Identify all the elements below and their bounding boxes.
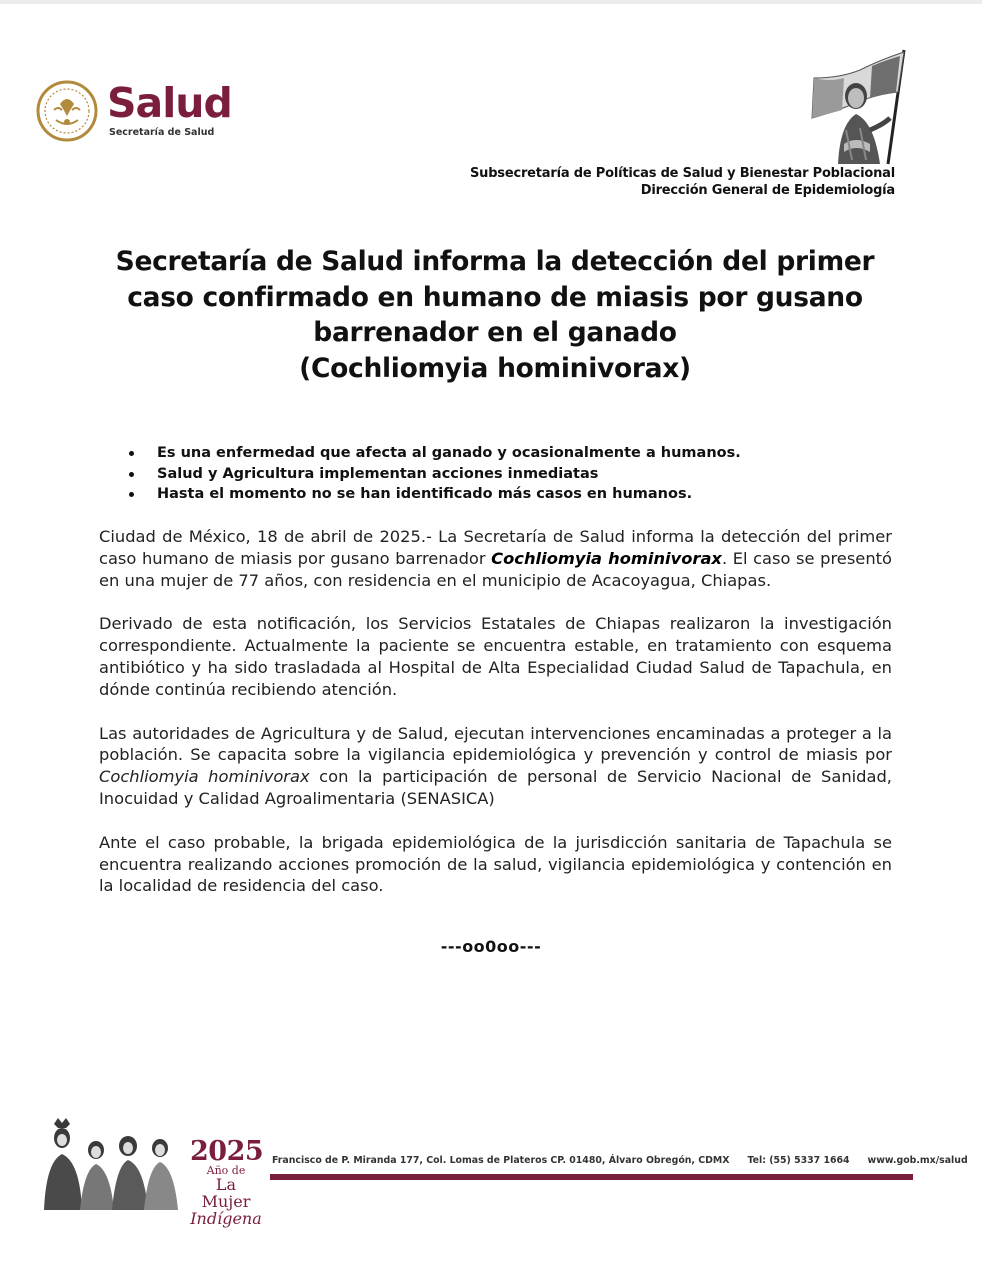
list-item bbox=[129, 484, 741, 505]
footer-phone: Tel: (55) 5337 1664 bbox=[747, 1155, 850, 1166]
list-item-text: Es una enfermedad que afecta al ganado y ocasionalmente a humanos. bbox=[157, 445, 741, 461]
bullet-icon bbox=[129, 472, 134, 477]
paragraph-text: con la participación de personal de Servicio Nacional de Sanidad, Inocuidad y Calidad Agroalimentaria (SENASICA) bbox=[99, 767, 892, 808]
paragraph-text: Las autoridades de Agricultura y de Salud, ejecutan intervenciones encaminadas a proteger a la población. Se capacita sobre la vigilancia epidemiológica y prevención y control de miasis por bbox=[99, 723, 892, 765]
year-caption: La Mujer bbox=[201, 1175, 251, 1211]
top-border bbox=[0, 0, 982, 4]
footer-divider bbox=[270, 1174, 913, 1180]
footer-address: Francisco de P. Miranda 177, Col. Lomas de Plateros CP. 01480, Álvaro Obregón, CDMX bbox=[272, 1155, 730, 1166]
list-item bbox=[129, 464, 741, 485]
list-item-text: Salud y Agricultura implementan acciones inmediatas bbox=[157, 465, 599, 482]
flag-woman-illustration-icon bbox=[800, 48, 918, 166]
directorate-name: Dirección General de Epidemiología bbox=[640, 183, 895, 198]
title-line: barrenador en el ganado bbox=[313, 317, 677, 348]
paragraph-text: Ciudad de México, 18 de abril de 2025.- La Secretaría de Salud informa la detección del primer caso humano de miasis por gusano barrenador bbox=[99, 527, 892, 568]
page-title bbox=[80, 244, 910, 386]
brand-name: Salud bbox=[107, 79, 232, 127]
brand-subtitle: Secretaría de Salud bbox=[109, 127, 215, 138]
salud-logo bbox=[36, 78, 236, 148]
title-line: (Cochliomyia hominivorax) bbox=[299, 352, 691, 384]
national-seal-icon bbox=[36, 80, 98, 142]
footer-contact bbox=[272, 1155, 968, 1166]
footer-website-link[interactable]: www.gob.mx/salud bbox=[867, 1155, 968, 1166]
year-caption: Indígena bbox=[190, 1209, 262, 1228]
indigenous-women-illustration-icon bbox=[36, 1118, 186, 1210]
paragraph-text: . El caso se presentó en una mujer de 77 años, con residencia en el municipio de Acacoyagua, Chiapas. bbox=[99, 548, 892, 590]
paragraph bbox=[99, 526, 892, 591]
list-item-text: Hasta el momento no se han identificado más casos en humanos. bbox=[157, 486, 693, 502]
bullet-icon bbox=[129, 451, 134, 456]
highlights-list bbox=[129, 443, 741, 505]
year-number: 2025 bbox=[190, 1136, 264, 1167]
species-name: Cochliomyia hominivorax bbox=[99, 767, 310, 787]
year-of-indigenous-woman-logo bbox=[190, 1138, 262, 1227]
closing-mark: ---oo0oo--- bbox=[440, 937, 542, 956]
paragraph: Derivado de esta notificación, los Servicios Estatales de Chiapas realizaron la investigación correspondiente. Actualmente la paciente se encuentra estable, en tratamiento con esquema antibiótico y ha sido trasladada al Hospital de Alta Especialidad Ciudad Salud de Tapachula, en dónde continúa recibiendo atención. bbox=[99, 614, 892, 699]
year-caption: Año de bbox=[206, 1164, 246, 1177]
species-name: Cochliomyia hominivorax bbox=[491, 548, 722, 568]
title-line: caso confirmado en humano de miasis por gusano bbox=[127, 281, 863, 313]
subsecretariat-name: Subsecretaría de Políticas de Salud y Bienestar Poblacional bbox=[469, 166, 895, 181]
paragraph: Ante el caso probable, la brigada epidemiológica de la jurisdicción sanitaria de Tapachula se encuentra realizando acciones promoción de la salud, vigilancia epidemiológica y contención en la localidad de residencia del caso. bbox=[99, 832, 892, 896]
press-release-body bbox=[99, 526, 892, 919]
department-heading bbox=[470, 165, 895, 199]
paragraph bbox=[99, 723, 892, 810]
title-line: Secretaría de Salud informa la detección del primer bbox=[115, 246, 875, 277]
bullet-icon bbox=[129, 492, 134, 497]
list-item bbox=[129, 443, 741, 464]
